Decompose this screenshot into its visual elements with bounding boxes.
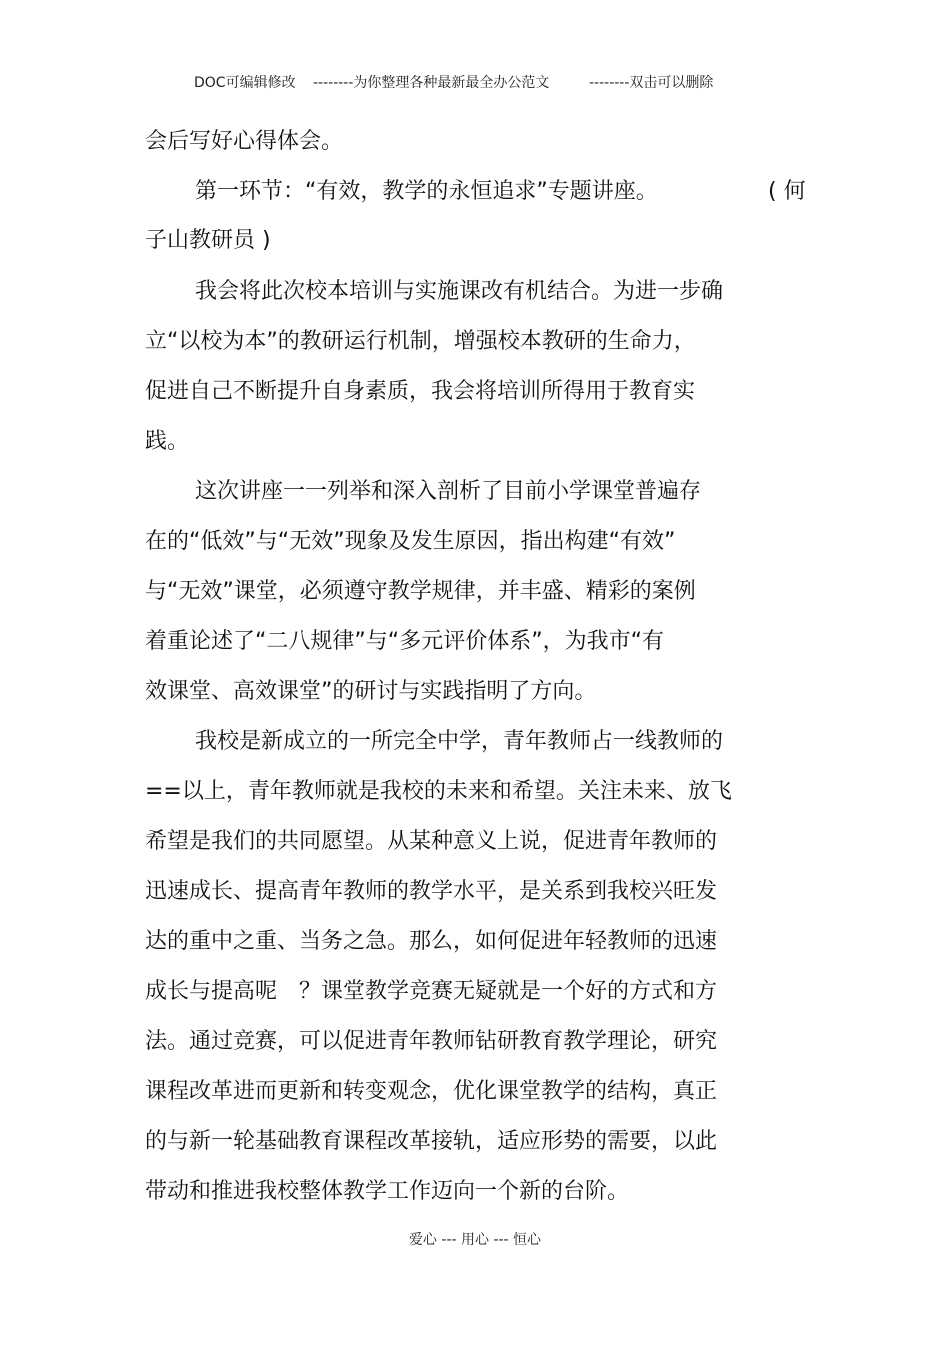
body-line: 会后写好心得体会。: [145, 129, 344, 154]
body-line: 达的重中之重、当务之急。那么，如何促进年轻教师的迅速: [145, 929, 718, 954]
body-line: 第一环节：“有效，教学的永恒追求”专题讲座。: [195, 179, 658, 204]
header-doc-label: DOC可编辑修改: [194, 75, 296, 91]
body-line: 我会将此次校本培训与实施课改有机结合。为进一步确: [195, 279, 724, 304]
body-line: 课程改革进而更新和转变观念，优化课堂教学的结构，真正: [145, 1079, 718, 1104]
body-line: 成长与提高呢 ？课堂教学竞赛无疑就是一个好的方式和方: [145, 979, 718, 1004]
body-line: 在的“低效”与“无效”现象及发生原因，指出构建“有效”: [145, 529, 676, 554]
page-footer: 爱心 --- 用心 --- 恒心: [408, 1232, 542, 1248]
body-line: ==以上，青年教师就是我校的未来和希望。关注未来、放飞: [145, 779, 732, 804]
body-line: 希望是我们的共同愿望。从某种意义上说，促进青年教师的: [145, 829, 718, 854]
body-line: 我校是新成立的一所完全中学，青年教师占一线教师的: [195, 729, 724, 754]
header-middle-text: --------为你整理各种最新最全办公范文: [313, 75, 550, 91]
body-line: 践。: [145, 429, 190, 454]
body-line: 迅速成长、提高青年教师的教学水平，是关系到我校兴旺发: [145, 879, 718, 904]
body-line: 子山教研员 ): [145, 228, 271, 253]
body-line: 立“以校为本”的教研运行机制，增强校本教研的生命力，: [145, 329, 696, 354]
body-line: 这次讲座一一列举和深入剖析了目前小学课堂普遍存: [195, 479, 702, 504]
body-line: 效课堂、高效课堂”的研讨与实践指明了方向。: [145, 679, 597, 704]
body-line: ( 何: [768, 179, 806, 204]
body-line: 的与新一轮基础教育课程改革接轨，适应形势的需要，以此: [145, 1129, 718, 1154]
body-line: 促进自己不断提升自身素质，我会将培训所得用于教育实: [145, 379, 696, 404]
body-line: 带动和推进我校整体教学工作迈向一个新的台阶。: [145, 1179, 630, 1204]
body-line: 着重论述了“二八规律”与“多元评价体系”，为我市“有: [145, 629, 664, 654]
body-line: 法。通过竞赛，可以促进青年教师钻研教育教学理论，研究: [145, 1029, 718, 1054]
header-right-text: --------双击可以删除: [589, 75, 714, 91]
body-line: 与“无效”课堂，必须遵守教学规律，并丰盛、精彩的案例: [145, 579, 696, 604]
